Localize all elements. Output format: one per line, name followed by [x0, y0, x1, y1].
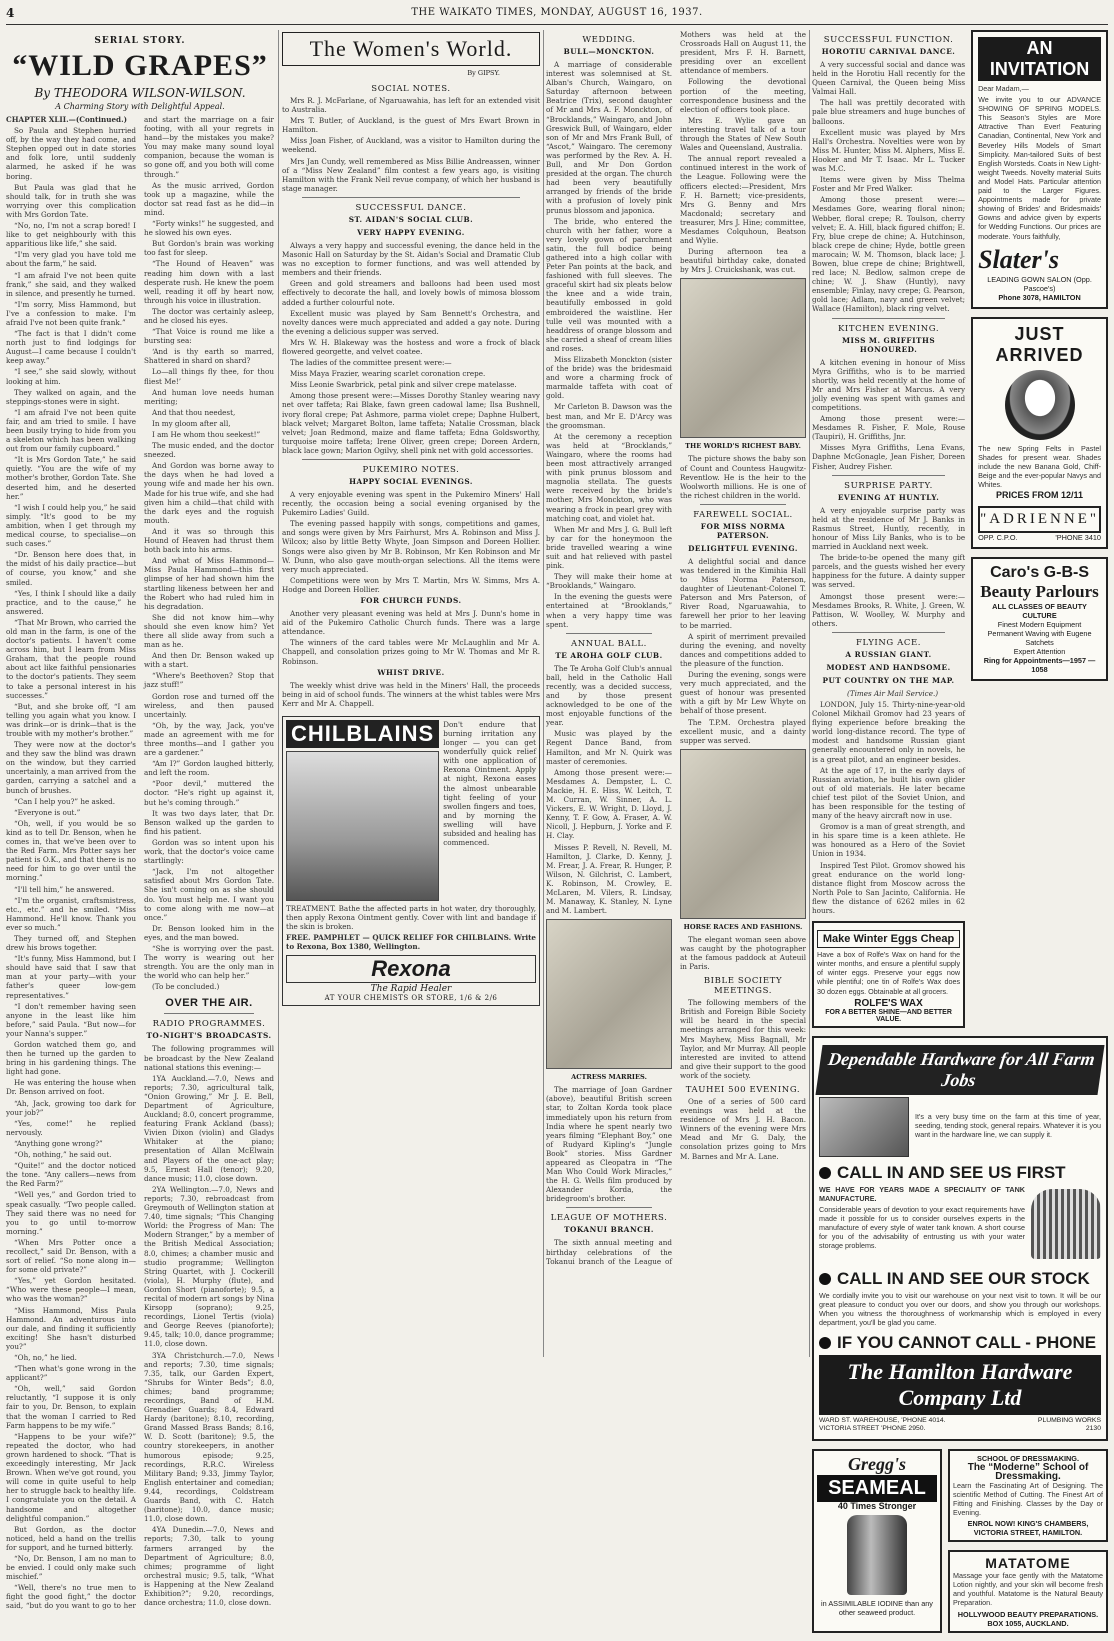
- paragraph: The following programmes will be broadcast by the New Zealand national stations this evening:—: [144, 1044, 274, 1072]
- hardware-address-2: VICTORIA STREET 'PHONE 2950.: [819, 1425, 926, 1433]
- paragraph: 3YA Christchurch.—7.0, News and reports; 7.30, time signals; 7.35, talk, our Garden Expert, “Shrubs for Winter Beds”; 8.0, chimes; band programme; recordings, Band of H.M. Grenadier Guards; 8.4, Edward Hardy (baritone); 8.10, recording, Grand Massed Brass Bands; 8.16, W. D. Scott (baritone); 9.5, the country storekeepers, in another humorous episode; 9.25, recordings, R.R.C. Wireless Military Band; 9.33, Jimmy Taylor, English entertainer and comedian; 9.44, recordings, Coldstream Guards Band, with C. Hatch (baritone); 10.0, dance music; 11.0, close down.: [144, 1350, 274, 1524]
- womens-world-column: [282, 30, 540, 1357]
- paragraph: “Where's Beethoven? Stop that jazz stuff!”: [144, 671, 274, 690]
- paragraph: “I'll tell him,” he answered.: [14, 884, 115, 894]
- divider: [566, 633, 652, 634]
- ads-stack: [971, 30, 1108, 1036]
- hardware-intro: It's a very busy time on the farm at this time of year, seeding, tending stock, general repairs. Whatever it is you want in the hardware line, we can supply it.: [915, 1111, 1101, 1140]
- paragraph: “Dr. Benson here does that, in the midst of his daily practice—but of course, you know,” and she smiled.: [6, 550, 136, 587]
- slaters-logo: Slater's: [978, 244, 1060, 274]
- kitchen-evening-subheading: MISS M. GRIFFITHS HONOURED.: [841, 335, 936, 354]
- paragraph: “Well, there's no true men to fight the good fight,” the doctor said, “but do you want to go to her and start the marriage on a fair footing, with all your regrets in hand—by the mistakes you make? You may make many sound loyal companion, because the woman is so gone off, and you both will come through.”: [6, 115, 274, 1611]
- seameal-bottle: [847, 1515, 907, 1595]
- rexona-footer: AT YOUR CHEMISTS OR STORE, 1/6 & 2/6: [324, 994, 498, 1003]
- surprise-party-heading: SURPRISE PARTY.: [844, 480, 933, 491]
- flying-ace-report: [812, 700, 965, 915]
- dance-subheading-2: VERY HAPPY EVENING.: [357, 227, 465, 237]
- news-column-3: [546, 30, 806, 1357]
- paragraph: Mrs Jan Cundy, well remembered as Miss Billie Andreassen, winner of a “Miss New Zealand” film contest a few years ago, is visiting Hamilton with the Frank Neil revue company, of which her husband is stage manager.: [282, 156, 540, 193]
- paragraph: And then Dr. Benson waked up with a start.: [144, 651, 274, 670]
- horse-races-photo: [680, 749, 806, 919]
- paragraph: “Everyone is out.”: [14, 807, 81, 817]
- masthead: THE WAIKATO TIMES, MONDAY, AUGUST 16, 1937.: [411, 7, 703, 18]
- section-title: The Women's World.: [282, 32, 540, 66]
- paragraph: Misses Myra Griffiths, Lena Evans, Daphne McGonagle, Jean Fisher, Doreen Fisher, Audrey Fisher.: [812, 443, 966, 471]
- paragraph: Following the devotional portion of the meeting, correspondence business and the election of officers took place.: [680, 77, 806, 114]
- paragraph: “Oh, nothing,” he said out.: [14, 1150, 112, 1160]
- school-name: The “Moderne” School of Dressmaking.: [967, 1461, 1089, 1482]
- paragraph: And that thou needest,: [152, 407, 236, 417]
- caros-name: Caro's G-B-S: [990, 564, 1090, 582]
- successful-function-subheading: HOROTIU CARNIVAL DANCE.: [821, 47, 956, 56]
- paragraph: 4YA Dunedin.—7.0, News and reports; 7.30, talk to young farmers arranged by the Department of Agriculture; 8.0, chimes; programme of light orchestral music; 9.5, talk, “What is Happening at the New Zealand Exhibition?”; 9.20, recordings, dance orchestra; 11.0, close down.: [144, 1525, 274, 1608]
- hardware-banner: Dependable Hardware for All Farm Jobs: [815, 1045, 1104, 1095]
- school-body: Learn the Fascinating Art of Designing. The scientific Method of Cutting. The Finest Art of Fitting and Finishing. Classes by the Day or Evening.: [953, 1480, 1103, 1518]
- farewell-heading: FAREWELL SOCIAL.: [693, 509, 793, 520]
- paragraph: The doctor was certainly asleep, and he closed his eyes.: [144, 306, 274, 325]
- paragraph: Misses P. Revell, N. Revell, M. Hamilton, J. Clarke, D. Kenny, J. M. Frear, J. A. Frear, R. Hunger, P. Wilson, N. Gilchrist, C. Lambert, K. Robinson, M. Crowley, E. McLaren, M. Vilers, R. Lindsay, M. Manaway, K. Stanley, N. Lyne and M. Lambert.: [546, 842, 672, 916]
- paragraph: Lo—all things fly thee, for thou fliest Me!’: [144, 367, 274, 386]
- paragraph: And human love needs human meriting;: [144, 387, 274, 406]
- actress-text: [546, 1085, 672, 1203]
- paragraph: Among those present were:—Mesdames A. Dempster, L. C. Mackie, H. E. Hiss, W. Leitch, T. M. Curran, W. Sinner, A. L. Vickers, E. W. Wright, D. Lloyd, J. Kenny, T. F. Gow, A. Fraser, A. W. Nicoll, J. Hepburn, J. Yorke and F. H. Clay.: [546, 767, 672, 841]
- just-arrived-body: The new Spring Felts in Pastel Shades for present wear. Shades include the new Banana Gold, Chiff-Beige and the ever-popular Navys and Whites.: [978, 443, 1101, 489]
- actress-caption: ACTRESS MARRIES.: [571, 1073, 647, 1082]
- story-byline: By THEODORA WILSON-WILSON.: [34, 86, 246, 100]
- paragraph: I am He whom thou seekest!”: [152, 430, 261, 439]
- paragraph: “When Mrs Potter once a recollect,” said Dr. Benson, with a sort of relief. “So none along in—for some old private?”: [6, 1237, 136, 1275]
- paragraph: “Poor devil,” muttered the doctor. “He's right up against it, but he's coming through.”: [144, 779, 274, 807]
- paragraph: The winners of the card tables were Mr McLaughlin and Mr A. Chappell, and consolation prizes going to Mr W. Thomas and Mr R. Robinson.: [282, 638, 540, 666]
- chilblains-free-offer: FREE. PAMPHLET — QUICK RELIEF FOR CHILBLAINS. Write to Rexona, Box 1380, Wellington.: [286, 933, 536, 952]
- paragraph: The ladies of the committee present were:—: [290, 358, 452, 368]
- paragraph: Among those present were:—Mesdames Gore, wearing floral ninon; Webber, floral crepe; R. Toulson, cherry velvet; E. A. Hill, black figured chiffon; E. Fry, blue crepe de chine; A. Hutchinson, black crepe de chine; Hyde, bottle green marocain; W. M. Thomson, black lace; J. Bowen, blue crepe de chine; Brightwell, red lace; N. Bedlow, salmon crepe de chine; W. J. Shaw (Huntly), navy ensemble; Finlay, navy crepe; G. Pearson, gold lace; Adlam, navy and green velvet; Wallace (Hamilton), black ring velvet.: [812, 195, 966, 314]
- paragraph: She did not know him—why should she even know him? Yet there all slide away from such a man as he.: [144, 612, 274, 650]
- school-heading: SCHOOL OF DRESSMAKING.: [976, 1453, 1080, 1463]
- paragraph: “That Voice is round me like a bursting sea:: [144, 327, 274, 346]
- paragraph: “Can I help you?” he asked.: [14, 796, 116, 806]
- chilblains-treatment: TREATMENT. Bathe the affected parts in hot water, dry thoroughly, then apply Rexona Ointment gently. Cover with lint and bandage if the skin is broken.: [286, 903, 536, 932]
- pukemiro-subheading: HAPPY SOCIAL EVENINGS.: [349, 477, 473, 486]
- caros-title: Beauty Parlours: [980, 582, 1099, 602]
- slaters-salon: LEADING GOWN SALON (Opp. Pascoe's): [987, 274, 1092, 293]
- paragraph: Miss Leonie Swarbrick, petal pink and silver crepe matelasse.: [290, 380, 517, 390]
- hat-illustration: [1005, 370, 1075, 440]
- paragraph: A marriage of considerable interest was solemnised at St. Alban's Church, Waingaro, on Saturday afternoon between Beatrice (Trix), second daughter of Mr and Mrs A. F. Monckton, of “Brocklands,” Waingaro, and John Greswick Bull, of Waingaro, elder son of Mr and Mrs Frank Bull, of “Ascot,” Waingaro. The ceremony was performed by the Rev. A. H. Bull, and Mr Don Gordon presided at the organ. The church had been very beautifully arranged by friends of the bride with a profusion of lovely pink prunus blossom and japonica.: [546, 60, 672, 215]
- league-subheading: TOKANUI BRANCH.: [564, 1225, 654, 1235]
- paragraph: “I'm sorry, Miss Hammond, but I've a confession to make. I'm afraid I've not been quite frank.”: [6, 299, 136, 327]
- invitation-body: We invite you to our ADVANCE SHOWING OF SPRING MODELS. This Season's Styles are More Attractive Than Ever! Featuring Canadian, Continental, New York and Beverley Hills Models of Smart Simplicity. Man-tailored Suits of best English Worsteds. Coats in New Light-weight Tweeds. Novelty material Suits and Model Hats. Particular attention paid to the Larger Figures. Appointments made for private showing of Brides' and Bridesmaids' Gowns and advice given by experts for Wedding Functions. Our prices are moderate. Yours faithfully,: [978, 95, 1101, 241]
- bullet-icon: [819, 1273, 831, 1285]
- paragraph: But Gordon's brain was working too fast for sleep.: [144, 239, 274, 258]
- paragraph: “Anything gone wrong?”: [14, 1138, 103, 1148]
- paragraph: Mrs E. Wylie gave an interesting travel talk of a tour through the States of New South Wales and Queensland, Australia.: [680, 115, 806, 153]
- paragraph: The bride, who entered the church with her father, wore a very lovely gown of parchment satin, the full bodice being gathered into a high collar with Peter Pan points at the back, and fashioned with full sleeves. The graceful skirt had six pleats below the knee and a wide train, beautifully embossed in gold embroidered the waistline. Her tulle veil was mounted with a headdress of orange blossom and she carried a sheaf of cream lilies and roses.: [546, 216, 672, 353]
- paragraph: And it was so through this Hound of Heaven had thrust them both back into his arms.: [144, 526, 274, 555]
- water-tank-illustration: [1031, 1189, 1101, 1259]
- paragraph: “No, Dr. Benson, I am no man to be envied. I could only make such mischief.”: [6, 1553, 136, 1582]
- dance-subheading: ST. AIDAN'S SOCIAL CLUB.: [348, 214, 474, 224]
- paragraph: But Gordon, as the doctor noticed, held a hand on the trellis for support, and he turned bitterly.: [6, 1524, 136, 1552]
- matatome-ad: [948, 1550, 1108, 1632]
- social-notes-heading: SOCIAL NOTES.: [371, 84, 451, 94]
- whist-heading: WHIST DRIVE.: [377, 667, 445, 677]
- surprise-party-subheading: EVENING AT HUNTLY.: [837, 492, 940, 502]
- kitchen-evening-heading: KITCHEN EVENING.: [837, 323, 940, 334]
- paragraph: “I'm very glad you have told me about the farm,” he said.: [6, 250, 136, 269]
- paragraph: The following members of the British and Foreign Bible Society will be heard in the special meetings arranged for this week: Mrs Mayhew, Miss Bagnall, Mr Taylor, and Mr Murray. All people interested are invited to attend and give their support to the good work of the society.: [680, 998, 806, 1080]
- paragraph: They walked on again, and the steppings-stones were in sight.: [6, 387, 136, 406]
- caros-beauty-ad: [971, 557, 1108, 681]
- greggs-seameal-ad: [812, 1449, 942, 1633]
- rexona-tagline: The Rapid Healer: [370, 984, 452, 995]
- paragraph: Among those present were:—Mesdames R. Fisher, F. Mole, Rouse (Taupiri), H. Griffiths, Jnr.: [812, 414, 966, 442]
- paragraph: A spirit of merriment prevailed during the evening, and novelty dances and competitions added to the pleasure of the function.: [680, 631, 806, 668]
- adrienne-logo: "ADRIENNE": [978, 506, 1101, 533]
- section-byline: By GIPSY.: [467, 69, 500, 77]
- dressmaking-school-ad: [948, 1449, 1108, 1542]
- paragraph: “The fact is that I didn't come north just to find lodgings for August—I came because I couldn't keep away.”: [6, 329, 136, 366]
- divider: [700, 504, 786, 505]
- paragraph: “Forty winks!” he suggested, and he slowed his own eyes.: [144, 219, 274, 238]
- paragraph: “The Hound of Heaven” was reading him down with a last desperate rush. He knew the poem well, reading it off by heart now, through his voice in illustration.: [144, 259, 274, 305]
- column-3-flow: [546, 30, 806, 1270]
- divider: [302, 459, 520, 460]
- baby-caption: THE WORLD'S RICHEST BABY.: [685, 442, 801, 451]
- tauhei-report: [680, 1097, 806, 1161]
- bullet-icon: [819, 1167, 831, 1179]
- paragraph: A delightful social and dance was tendered in the Kimihia Hall to Miss Norma Paterson, daughter of Lieutenant-Colonel T. Paterson and Mrs Paterson, of River Road, Ngaruawahia, to farewell her prior to her leaving to be married.: [680, 556, 806, 630]
- paragraph: 2YA Wellington.—7.0, News and reports; 7.30, rebroadcast from Greymouth of Wellington station at 7.40, time signals; “This Changing World: the Progress of Man: The Modern Stranger,” by a member of the British Medical Association; 8.0, chimes; a chamber music and studio programme; Wellington String Quartet, with J. Cockerill (viola), H. Murphy (flute), and Gordon Short (pianoforte); 9.5, a recital of modern art songs by Nina Kirsopp (soprano); 9.25, recordings, Lionel Tertis (viola) and George Reeves (pianoforte); 9.45, talk; 10.0, dance programme; 11.0, close down.: [144, 1184, 274, 1349]
- seameal-product: SEAMEAL: [817, 1475, 937, 1502]
- paragraph: A very successful social and dance was held in the Horotiu Hall recently for the Queen Carnival, the Queen being Miss Valmai Hall.: [812, 60, 966, 97]
- paragraph: Miss Elizabeth Monckton (sister of the bride) was the bridesmaid and wore a charming frock of marmalde taffeta with coat of gold.: [546, 355, 672, 401]
- paragraph: The picture shows the baby son of Count and Countess Haugwitz-Reventlow. He is the heir to the Woolworth millions. He is one of the richest children in the world.: [680, 454, 806, 500]
- paragraph: “Jack, I'm not altogether satisfied about Mrs Gordon Tate. She isn't coming on as she should do. You must help me. I want you to come along with me now—at once.”: [144, 867, 274, 922]
- paragraph: Dr. Benson looked him in the eyes, and the man bowed.: [144, 923, 274, 942]
- divider: [302, 197, 520, 198]
- paragraph: ‘And is thy earth so marred, Shattered in shard on shard?: [144, 347, 274, 366]
- paragraph: “Yes, come!” he replied nervously.: [6, 1118, 136, 1137]
- paragraph: The hall was prettily decorated with pale blue streamers and huge bunches of balloons.: [812, 98, 966, 126]
- paragraph: A kitchen evening in honour of Miss Myra Griffiths, who is to be married shortly, was held recently at the home of Mr and Mrs Fisher at Marcus. A very jolly evening was spent with games and competitions.: [812, 357, 966, 412]
- hardware-call-2: CALL IN AND SEE OUR STOCK: [837, 1268, 1090, 1288]
- hardware-call-1: CALL IN AND SEE US FIRST: [837, 1162, 1066, 1182]
- caros-line-3: Permanent Waving with Eugene Satchets: [987, 629, 1092, 648]
- hamilton-hardware-ad: [812, 1036, 1108, 1441]
- bible-society-report: [680, 998, 806, 1080]
- tank-text: Considerable years of devotion to your exact requirements have made it possible for us to consider ourselves experts in the manufacture of every style of water tank known. A short course for you of the advisability of entrusting us with your water storage problems.: [819, 1204, 1025, 1251]
- paragraph: Gordon rose and turned off the wireless, and then paused uncertainly.: [144, 691, 274, 719]
- rolfes-wax-tagline: FOR A BETTER SHINE—AND BETTER VALUE.: [825, 1008, 952, 1023]
- paragraph: The evening passed happily with songs, competitions and games, and songs were given by Mrs Fairhurst, Mrs A. Robinson and Miss J. Wilcox; also by little Betty Whyte, Joan Simpson and Doreen Hollier. Songs were also given by Mr B. Robinson, Mr Ken Robinson and Mr W. Dunn, who also gave mouth-organ selections. All the items were very much appreciated.: [282, 519, 540, 574]
- paragraph: “I am afraid I've not been quite fair, and am tried to smile. I have been busily trying to hide from you a skeleton which has been walking out from our family cupboard.”: [6, 407, 136, 454]
- adrienne-hats-ad: [971, 317, 1108, 549]
- radio-heading: RADIO PROGRAMMES.: [152, 1019, 266, 1030]
- adrienne-location: OPP. C.P.O.: [978, 533, 1018, 543]
- paragraph: During the evening, songs were very much appreciated, and the guest of honour was presented with a gift by Mr Lew Whyte on behalf of those present.: [680, 670, 806, 716]
- dance-report: [282, 241, 540, 455]
- successful-function-report: [812, 60, 965, 314]
- paragraph: Music was played by the Regent Dance Band, from Hamilton, and Mr N. Quirk was master of ceremonies.: [546, 729, 672, 766]
- pukemiro-report: [282, 490, 540, 594]
- paragraph: “I don't remember having seen anyone in the least like him before,” said Paula. “But now—for your Nanna's supper.”: [6, 1001, 136, 1038]
- whist-report: [282, 681, 540, 708]
- paragraph: “I see,” she said slowly, without looking at him.: [6, 367, 136, 386]
- just-arrived-title: JUST ARRIVED: [995, 323, 1084, 365]
- wedding-report: [546, 60, 672, 629]
- paragraph: The elegant woman seen above was caught by the photographer at the famous paddock at Auteuil in Paris.: [680, 934, 806, 972]
- farewell-subheading-2: DELIGHTFUL EVENING.: [688, 543, 798, 553]
- paragraph: They turned off, and Stephen drew his brows together.: [6, 933, 136, 953]
- paragraph: During afternoon tea a beautiful birthday cake, donated by Mrs J. Cruickshank, was cut.: [680, 247, 806, 275]
- invitation-title: AN INVITATION: [978, 37, 1101, 81]
- page-number: 4: [6, 6, 15, 20]
- flying-ace-heading: FLYING ACE.: [856, 637, 922, 648]
- chilblains-text: Don't endure that burning irritation any longer — you can get wonderfully quick relief with one application of Rexona Ointment. Apply at night, Rexona eases the almost unbearable tight feeling of your swollen fingers and toes, and by morning the swelling will have subsided and healing has commenced.: [443, 719, 536, 848]
- chilblains-title: CHILBLAINS: [286, 720, 439, 748]
- successful-function-heading: SUCCESSFUL FUNCTION.: [823, 35, 954, 45]
- adrienne-phone: 'PHONE 3410: [1055, 533, 1101, 543]
- paragraph: Items were given by Miss Thelma Foster and Mr Fred Walker.: [812, 175, 966, 194]
- paragraph: “Yes,” yet Gordon hesitated. “Who were these people—I mean, who was the woman?”: [6, 1276, 136, 1304]
- paragraph: (To be concluded.): [152, 982, 220, 992]
- hardware-address-3: PLUMBING WORKS 2130: [1037, 1416, 1101, 1433]
- story-title: “WILD GRAPES”: [12, 49, 268, 82]
- paragraph: So Paula and Stephen hurried off, by the way they had come, and Stephen opped out in date stories and folk lore, until suddenly alarmed, he asked if he was boring.: [6, 126, 136, 181]
- paragraph: Mrs R. J. McFarlane, of Ngaruawahia, has left for an extended visit to Australia.: [282, 96, 540, 115]
- rexona-logo: Rexona: [286, 955, 536, 983]
- annual-ball-subheading: TE AROHA GOLF CLUB.: [555, 650, 663, 660]
- paragraph: One of a series of 500 card evenings was held at the residence of Mrs J. H. Bacon. Winners of the evening were Mrs Mead and Mr G. Daly, the consolation prizes going to Mrs M. Barnes and Mr A. Lane.: [680, 1097, 806, 1161]
- paragraph: As the music arrived, Gordon took up a magazine, while the doctor sat read fast as he did—in mind.: [144, 180, 274, 217]
- divider: [832, 475, 945, 476]
- ads-column: [812, 30, 1108, 1628]
- baby-photo: [680, 278, 806, 438]
- radio-subheading: TO-NIGHT'S BROADCASTS.: [146, 1031, 272, 1041]
- divider: [832, 318, 945, 319]
- paragraph: Mr Carleton B. Dawson was the best man, and Mr E. D'Arcy was the groomsman.: [546, 402, 672, 430]
- divider: [566, 1207, 652, 1208]
- hamilton-hardware-logo: The Hamilton Hardware Company Ltd: [819, 1355, 1101, 1415]
- slaters-invitation-ad: [971, 30, 1108, 309]
- dance-heading: SUCCESSFUL DANCE.: [355, 202, 467, 213]
- seameal-description: in ASSIMILABLE IODINE than any other seaweed product.: [821, 1598, 933, 1617]
- flying-ace-subheading-2: MODEST AND HANDSOME.: [826, 662, 951, 672]
- farewell-report: [680, 557, 806, 745]
- rolfes-wax-name: ROLFE'S WAX: [854, 997, 923, 1009]
- matatome-body: Massage your face gently with the Matatome Lotion nightly, and your skin will become fresh and youthful. Matatome is the Natural Beauty Preparation.: [953, 1571, 1103, 1608]
- paragraph: The sixth annual meeting and birthday celebrations of the Tokanui branch of the League of Mothers was held at the Crossroads Hall on August 11, the president, Mrs F. H. Barnett, presiding over an excellent attendance of members.: [546, 30, 806, 1266]
- pukemiro-heading: PUKEMIRO NOTES.: [362, 465, 460, 475]
- paragraph: “Ah, Jack, growing too dark for your job?”: [6, 1098, 136, 1117]
- paragraph: “But, and she broke off, “I am telling you again what you know. I was drink—or is drink—that is the trouble with my mother's brother.”: [6, 701, 136, 738]
- paragraph: He was entering the house when Dr. Benson arrived on foot.: [6, 1078, 136, 1097]
- paragraph: And what of Miss Hammond—Miss Paula Hammond—this first glimpse of her had shown him the startling likeness between her and the Robert who had ruled him in his degradation.: [144, 556, 274, 611]
- paragraph: “Oh, no,” he lied.: [14, 1353, 77, 1362]
- stock-text: We cordially invite you to visit our warehouse on your next visit to town. It will be our great pleasure to conduct you over our doors, and show you through our workshops. When you witness the thoroughness of workmanship which is employed in every department, you'll be glad you came.: [819, 1290, 1101, 1327]
- radio-listings: [144, 1044, 274, 1607]
- paragraph: They will make their home at “Brooklands,” Waingaro.: [546, 572, 672, 591]
- paragraph: In the evening the guests were entertained at “Brooklands,” when a very happy time was spent.: [546, 592, 672, 629]
- paragraph: “Yes, I think I should like a daily practice, and to the cause,” he answered.: [6, 588, 136, 616]
- page-header: [0, 0, 1114, 26]
- paragraph: “I'm the organist, craftsmistress, etc., etc.” and he smiled. “Miss Hammond. He'll know. Thank you ever so much.”: [6, 895, 136, 932]
- paragraph: But Paula was glad that he should talk, for in truth she was worrying over this complication with Mrs Gordon Tate.: [6, 182, 136, 219]
- paragraph: Among those present were:—Misses Dorothy Stanley wearing navy net over taffeta; Rai Blake, fawn green cadowal lame; Ilsa Bushnell, ivory floral crepe; Pat Ashmore, parma violet crepe; Daphne Hulbert, black velvet; Margaret Bolton, lame taffeta; Natalie Crossman, black velvet; Joan Redmond, maize and flame taffeta; Edna Goldsworthy, turquoise moire taffeta; Irene Oliver, green crepe; Doreen Ardern, black lace gown; Marion Ogilvy, shell pink net with gold accessories.: [282, 391, 540, 455]
- church-heading: FOR CHURCH FUNDS.: [360, 596, 462, 606]
- divider: [164, 1013, 254, 1014]
- paragraph: Another very pleasant evening was held at Mrs J. Dunn's home in aid of the Pukemiro Catholic Church funds. There was a large attendance.: [282, 609, 540, 637]
- farm-illustration: [819, 1097, 909, 1157]
- baby-text: [680, 454, 806, 499]
- serial-label: SERIAL STORY.: [94, 36, 186, 46]
- paragraph: Always a very happy and successful evening, the dance held in the Masonic Hall on Saturday by the St. Aidan's Social and Dramatic Club was no exception to former functions, and was well attended by members and their friends.: [282, 240, 540, 278]
- kitchen-evening-report: [812, 358, 965, 471]
- column-4-news: [812, 30, 965, 1036]
- paragraph: Gromov is a man of great strength, and in his spare time is a keen athlete. He was honoured as a Hero of the Soviet Union in 1934.: [812, 822, 966, 859]
- flying-ace-source: (Times Air Mail Service.): [847, 688, 939, 698]
- paragraph: Competitions were won by Mrs T. Martin, Mrs W. Simms, Mrs A. Hodge and Doreen Hollier.: [282, 575, 540, 594]
- matatome-letters: MATATOME: [985, 1555, 1071, 1572]
- egg-ad-headline: Make Winter Eggs Cheap: [817, 930, 960, 948]
- paragraph: Miss Joan Fisher, of Auckland, was a visitor to Hamilton during the weekend.: [282, 136, 540, 155]
- over-air-heading: OVER THE AIR.: [165, 997, 253, 1010]
- paragraph: LONDON, July 15. Thirty-nine-year-old Colonel Mikhail Gromov had 23 years of flying experience before breaking the world long-distance record. The type of modest and handsome Russian giant generally encountered only in novels, he is a great pilot, and an engineer besides.: [812, 699, 966, 764]
- column-divider: [543, 30, 544, 1357]
- paragraph: 1YA Auckland.—7.0, News and reports; 7.30, agricultural talk, “Onion Growing,” Mr J. E. Bell, Department of Agriculture, Auckland; 8.0, concert programme, featuring Frank Ackland (bass); Vivien Dixon (violin) and Gladys Whitaker at the piano; presentation of Allan McElwain and Players of the one-act play; 9.5, Ernest Hall (tenor); 9.20, dance music; 11.0, close down.: [144, 1073, 274, 1183]
- church-report: [282, 609, 540, 666]
- tauhei-heading: TAUHEI 500 EVENING.: [685, 1085, 801, 1095]
- paragraph: A very enjoyable evening was spent in the Pukemiro Miners' Hall recently, the occasion being a social evening organised by the Pukemiro Ladies' Guild.: [282, 490, 540, 518]
- caros-line-2: Finest Modern Equipment: [997, 620, 1082, 630]
- paragraph: They were now at the doctor's and they saw the blind was drawn on the window, but they carried uncertainly, a man arrived from the garden, carrying a satchel and a bunch of brushes.: [6, 740, 136, 795]
- caros-line-4: Expert Attention: [1013, 647, 1066, 657]
- invitation-greeting: Dear Madam,—: [978, 84, 1029, 93]
- paragraph: “That Mr Brown, who carried the old man in the farm, is one of the doctor's patients. I haven't come across him, but I learn from Miss Graham, that the people round about act like faithful pensionaries to the doctor's patients. They seem to take a personal interest in his successes.”: [6, 617, 136, 700]
- paragraph: The Te Aroha Golf Club's annual ball, held in the Catholic Hall recently, was a decided success, and by those present acknowledged to be one of the most enjoyable functions of the year.: [546, 663, 672, 728]
- paragraph: “No, no, I'm not a scrap bored! I like to get neighbourly with this apparitious like life,” she said.: [6, 221, 136, 249]
- column-divider: [278, 30, 279, 1357]
- slaters-phone: Phone 3078, HAMILTON: [998, 292, 1081, 302]
- paragraph: “Oh, well,” said Gordon reluctantly, “I suppose it is only fair to you, Dr. Benson, to explain that the woman I carried to Red Farm happens to be my wife.”: [6, 1384, 136, 1430]
- paragraph: “Well yes,” and Gordon tried to speak casually. “Two people called. They said there was no need for you to go until to-morrow morning.”: [6, 1190, 136, 1236]
- paragraph: “She is worrying over the past. The worry is wearing out her strength. You are the only man in the world who can help her.”: [144, 943, 274, 981]
- school-enrol: ENROL NOW! KING'S CHAMBERS, VICTORIA STREET, HAMILTON.: [967, 1519, 1089, 1538]
- just-arrived-price: PRICES FROM 12/11: [996, 490, 1084, 501]
- paragraph: Excellent music was played by Mrs Hall's Orchestra. Novelties were won by Miss M. Hunter, Miss M. Alphers, Miss E. Hooker and Mr T. Isaac. Mr L. Tucker was M.C.: [812, 127, 966, 174]
- rolfes-wax-ad: [812, 921, 965, 1027]
- paragraph: The weekly whist drive was held in the Miners' Hall, the proceeds being in aid of school funds. The winners at the whist tables were Mrs Kerr and Mr A. Chappell.: [282, 680, 540, 708]
- paragraph: “Oh, well, if you would be so kind as to tell Dr. Benson, when he comes in, that we've been over to the Red Farm. Mrs Potter says her patient is O.K., and that there is no need for him to go over until the morning.”: [6, 818, 136, 883]
- league-heading: LEAGUE OF MOTHERS.: [550, 1213, 668, 1224]
- rexona-chilblains-ad: [282, 716, 540, 1006]
- horse-races-caption: HORSE RACES AND FASHIONS.: [683, 922, 803, 931]
- bullet-icon: [819, 1337, 831, 1349]
- paragraph: Amongst those present were:—Mesdames Brooks, R. White, J. Green, W. Pattison, W. Woolley, W. Murphy and others.: [812, 591, 966, 628]
- paragraph: “It's funny, Miss Hammond, but I should have said that I saw that man at your party—with your father's queer low-gem representatives.”: [6, 954, 136, 1000]
- divider: [832, 632, 945, 633]
- paragraph: “I am afraid I've not been quite frank,” she said, and they walked in silence, and presently he turned.: [6, 270, 136, 298]
- horse-races-text: [680, 935, 806, 971]
- paragraph: It was two days later, that Dr. Benson walked up the garden to find his patient.: [144, 808, 274, 836]
- matatome-maker: HOLLYWOOD BEAUTY PREPARATIONS. BOX 1055, AUCKLAND.: [957, 1609, 1099, 1628]
- column-divider: [809, 30, 810, 1357]
- flying-ace-subheading: A RUSSIAN GIANT.: [845, 649, 932, 659]
- annual-ball-heading: ANNUAL BALL.: [571, 638, 647, 649]
- wedding-subheading: BULL—MONCKTON.: [563, 47, 655, 56]
- paragraph: “Quite!” and the doctor noticed the tone. “Any callers—news from the Red Farm?”: [6, 1161, 136, 1189]
- story-blurb: A Charming Story with Delightful Appeal.: [55, 102, 225, 111]
- paragraph: In my gloom after all,: [152, 418, 231, 428]
- header-rule: [6, 24, 1108, 25]
- annual-ball-report: [546, 664, 672, 916]
- paragraph: The marriage of Joan Gardner (above), beautiful British screen star, to Zoltan Korda took place immediately upon his return from India where he spent nearly two years filming “Elephant Boy,” one of Rudyard Kipling's “Jungle Book” stories. Miss Gardner appeared as Cleopatra in “The Man Who Could Work Miracles,” the H. G. Wells film produced by Alexander Korda, the bridegroom's brother.: [546, 1085, 672, 1204]
- story-body: [6, 115, 274, 1611]
- chapter-label: CHAPTER XLII.—(Continued.): [6, 115, 127, 124]
- paragraph: Inspired Test Pilot. Gromov showed his great endurance on the world long-distance flight from Moscow across the North Pole to San Jacinto, California. He flew the distance of 6262 miles in 62 hours.: [812, 860, 966, 916]
- bible-society-heading: BIBLE SOCIETY MEETINGS.: [703, 976, 783, 997]
- tank-heading: WE HAVE FOR YEARS MADE A SPECIALITY OF TANK MANUFACTURE.: [819, 1184, 1025, 1203]
- seameal-strength: 40 Times Stronger: [837, 1500, 917, 1511]
- paragraph: “Oh, by the way, Jack, you've made an agreement with me for three months—and I gather you are a gardener.”: [144, 720, 274, 758]
- paragraph: Mrs T. Butler, of Auckland, is the guest of Mrs Ewart Brown in Hamilton.: [282, 116, 540, 135]
- paragraph: “Miss Hammond, Miss Paula Hammond. An adventurous into our dale, and finding it sufficiently exciting! She hasn't disturbed you?”: [6, 1305, 136, 1351]
- hardware-address-1: WARD ST. WAREHOUSE, 'PHONE 4014.: [819, 1416, 946, 1424]
- paragraph: And Gordon was borne away to the days when he had loved a young wife and made her his own. Made for his true wife, and she had given him a child—that child with the dark eyes and the roguish mouth.: [144, 461, 274, 525]
- paragraph: At the age of 17, in the early days of Russian aviation, he built his own glider out of old materials. He later became chief test pilot of the Soviet Union, and has been responsible for the testing of many of the heavy aircraft now in use.: [812, 765, 966, 821]
- paragraph: The music ended, and the doctor sneezed.: [144, 441, 274, 460]
- feet-illustration: [286, 751, 439, 901]
- paragraph: Excellent music was played by Sam Bennett's Orchestra, and novelty dances were much appreciated and added a gay note. During the evening a delicious supper was served.: [282, 308, 540, 336]
- paragraph: “I wish I could help you,” he said simply. “It's good to be my ambition, when I get through my medical course, to specialise—on such cases.”: [6, 502, 136, 549]
- caros-line-1: ALL CLASSES OF BEAUTY CULTURE: [992, 602, 1087, 621]
- surprise-party-report: [812, 506, 965, 628]
- egg-ad-text: Have a box of Rolfe's Wax on hand for the winter months, and ensure a plentiful supply of winter eggs. Preserve your eggs now while plentiful; one tin of Rolfe's Wax does 30 dozen eggs. Obtainable at all grocers.: [817, 950, 961, 996]
- paragraph: Green and gold streamers and balloons had been used most effectively to decorate the hall, and lovely bowls of mimosa blossom added a further colourful note.: [282, 279, 540, 307]
- paragraph: “Am I?” Gordon laughed bitterly, and left the room.: [144, 759, 274, 778]
- paragraph: At the ceremony a reception was held at “Brocklands,” Waingaro, where the rooms had been most attractively arranged with pink prunus blossom and magnolia stellata. The guests were received by the bride's mother, Mrs Monckton, who was wearing a frock in pearl grey with matching coat, and violet hat.: [546, 431, 672, 523]
- paragraph: “Then what's gone wrong in the applicant?”: [6, 1364, 136, 1383]
- paragraph: The T.P.M. Orchestra played excellent music, and a dainty supper was served.: [680, 717, 806, 745]
- paragraph: “Happens to be your wife?” repeated the doctor, who had grown hardened to shock. “That is exceedingly interesting, Mr Jack Brown. When we've got round, you will come in quite useful to help her to struggle back to healthy life. I congratulate you on the detail. A handsome and altogether delightful companion.”: [6, 1431, 136, 1523]
- caros-ring: Ring for Appointments—1957 — 1058: [983, 656, 1096, 675]
- paragraph: The annual report revealed a continued interest in the work of the League. Following were the officers elected:—President, Mrs F. H. Barnett; vice-presidents, Mrs G. Benny and Mrs Macdonald; secretary and treasurer, Mrs J. Hine; committee, Mesdames Colquhoun, Beatson and Wylie.: [680, 154, 806, 246]
- paragraph: “It is Mrs Gordon Tate,” he said quietly. “You are the wife of my mother's brother, Gordon Tate. She deserted him, and he deserted her.”: [6, 455, 136, 501]
- wedding-heading: WEDDING.: [582, 35, 636, 45]
- paragraph: Gordon watched them go, and then he turned up the garden to bring in his gardening things. The light had gone.: [6, 1040, 136, 1077]
- actress-photo: [546, 919, 672, 1069]
- paragraph: Mrs W. H. Blakeway was the hostess and wore a frock of black flowered georgette, and velvet coatee.: [282, 337, 540, 356]
- greggs-brand: Gregg's: [848, 1453, 906, 1474]
- farewell-subheading: FOR MISS NORMA PATERSON.: [700, 521, 786, 540]
- paragraph: Gordon was so intent upon his work, that the doctor's voice came startlingly:: [144, 837, 274, 866]
- hardware-call-3: IF YOU CANNOT CALL - PHONE: [837, 1332, 1097, 1352]
- serial-story-column: [6, 30, 274, 1611]
- paragraph: When Mr and Mrs J. G. Bull left by car for the honeymoon the bride travelled wearing a wine suit and hat relieved with pastel pink.: [546, 524, 672, 571]
- paragraph: Miss Maya Frazier, wearing scarlet coronation crepe.: [290, 369, 486, 379]
- paragraph: A very enjoyable surprise party was held at the residence of Mr J. Banks in Rasmus Street, Huntly, recently, in honour of Miss Lily Banks, who is to be married in Auckland next week.: [812, 505, 966, 552]
- social-notes: [282, 96, 540, 193]
- flying-ace-subheading-3: PUT COUNTRY ON THE MAP.: [822, 675, 955, 685]
- paragraph: The bride-to-be opened the many gift parcels, and the guests wished her every happiness for the future. A dainty supper was served.: [812, 553, 966, 590]
